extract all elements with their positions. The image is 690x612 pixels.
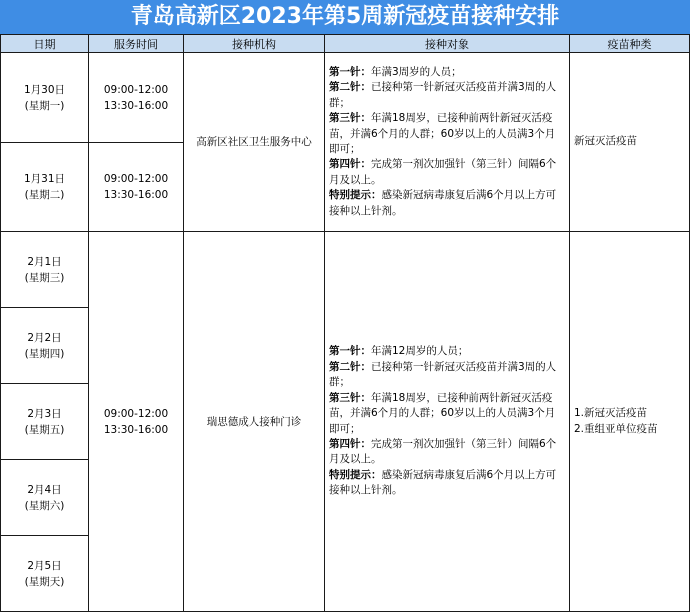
target-label: 特别提示： xyxy=(329,468,382,481)
target-text: 年满18周岁，已接种前两针新冠灭活疫苗，并满6个月的人群；60岁以上的人员满3个月即可； xyxy=(329,112,556,155)
header-vaccine-type: 疫苗种类 xyxy=(570,35,690,53)
target-label: 第四针： xyxy=(329,158,371,171)
vaccine-item: 1.新冠灭活疫苗 xyxy=(574,407,648,420)
schedule-table xyxy=(0,34,690,612)
weekday-text: (星期四) xyxy=(24,347,65,360)
target-label: 第三针： xyxy=(329,112,371,125)
date-cell xyxy=(1,460,89,536)
weekday-text: (星期一) xyxy=(24,99,65,112)
table-row xyxy=(1,53,690,143)
target-line xyxy=(329,391,565,437)
time-morning: 09:00-12:00 xyxy=(103,173,169,185)
date-text: 2月1日 xyxy=(27,255,62,268)
date-cell xyxy=(1,308,89,384)
header-institution: 接种机构 xyxy=(184,35,325,53)
time-afternoon: 13:30-16:00 xyxy=(103,423,169,436)
weekday-text: (星期六) xyxy=(24,499,65,512)
weekday-text: (星期天) xyxy=(24,575,65,588)
vaccine-item: 2.重组亚单位疫苗 xyxy=(574,422,658,435)
time-morning: 09:00-12:00 xyxy=(103,83,169,96)
target-label: 特别提示： xyxy=(329,189,382,202)
time-afternoon: 13:30-16:00 xyxy=(103,189,169,201)
institution-cell: 瑞思德成人接种门诊 xyxy=(184,232,325,612)
weekday-text: (星期三) xyxy=(24,271,65,284)
date-text: 1月31日 xyxy=(23,173,66,185)
target-line xyxy=(329,65,565,80)
target-line xyxy=(329,344,565,359)
target-line xyxy=(329,437,565,468)
target-text: 完成第一剂次加强针（第三针）间隔6个月及以上。 xyxy=(329,437,557,466)
time-cell xyxy=(89,143,184,232)
target-label: 第一针： xyxy=(329,65,371,78)
target-text: 感染新冠病毒康复后满6个月以上方可接种以上针剂。 xyxy=(329,468,557,497)
weekday-text: (星期二) xyxy=(24,189,65,201)
time-morning: 09:00-12:00 xyxy=(103,407,169,420)
target-line xyxy=(329,360,565,391)
target-text: 年满12周岁的人员； xyxy=(371,345,469,358)
table-row xyxy=(1,232,690,308)
time-cell xyxy=(89,232,184,612)
target-text: 年满18周岁，已接种前两针新冠灭活疫苗，并满6个月的人群；60岁以上的人员满3个月即可； xyxy=(329,391,556,435)
vaccine-item: 新冠灭活疫苗 xyxy=(574,135,637,148)
date-text: 2月4日 xyxy=(27,483,62,496)
weekday-text: (星期五) xyxy=(24,423,65,436)
vaccine-cell xyxy=(570,53,690,232)
date-cell xyxy=(1,53,89,143)
target-text: 年满3周岁的人员； xyxy=(371,65,462,78)
date-text: 2月2日 xyxy=(27,331,62,344)
date-cell xyxy=(1,536,89,612)
date-cell xyxy=(1,384,89,460)
header-service-time: 服务时间 xyxy=(89,35,184,53)
time-cell xyxy=(89,53,184,143)
target-label: 第四针： xyxy=(329,437,371,450)
vaccine-cell xyxy=(570,232,690,612)
target-text: 感染新冠病毒康复后满6个月以上方可接种以上针剂。 xyxy=(329,189,557,217)
target-label: 第三针： xyxy=(329,391,371,404)
target-label: 第二针： xyxy=(329,81,371,94)
target-label: 第一针： xyxy=(329,345,371,358)
target-line xyxy=(329,188,565,219)
target-line xyxy=(329,468,565,499)
target-text: 完成第一剂次加强针（第三针）间隔6个月及以上。 xyxy=(329,158,557,186)
date-cell xyxy=(1,232,89,308)
page-title: 青岛高新区2023年第5周新冠疫苗接种安排 xyxy=(0,0,690,34)
target-text: 已接种第一针新冠灭活疫苗并满3周的人群； xyxy=(329,360,557,389)
target-line xyxy=(329,157,565,188)
target-cell xyxy=(325,232,570,612)
date-text: 2月3日 xyxy=(27,407,62,420)
date-cell xyxy=(1,143,89,232)
target-text: 已接种第一针新冠灭活疫苗并满3周的人群； xyxy=(329,81,557,109)
header-row xyxy=(1,35,690,53)
header-target: 接种对象 xyxy=(325,35,570,53)
time-afternoon: 13:30-16:00 xyxy=(103,99,169,112)
target-line xyxy=(329,80,565,111)
institution-cell: 高新区社区卫生服务中心 xyxy=(184,53,325,232)
date-text: 2月5日 xyxy=(27,559,62,572)
target-cell xyxy=(325,53,570,232)
target-line xyxy=(329,111,565,157)
header-date: 日期 xyxy=(1,35,89,53)
target-label: 第二针： xyxy=(329,360,371,373)
date-text: 1月30日 xyxy=(23,83,66,96)
